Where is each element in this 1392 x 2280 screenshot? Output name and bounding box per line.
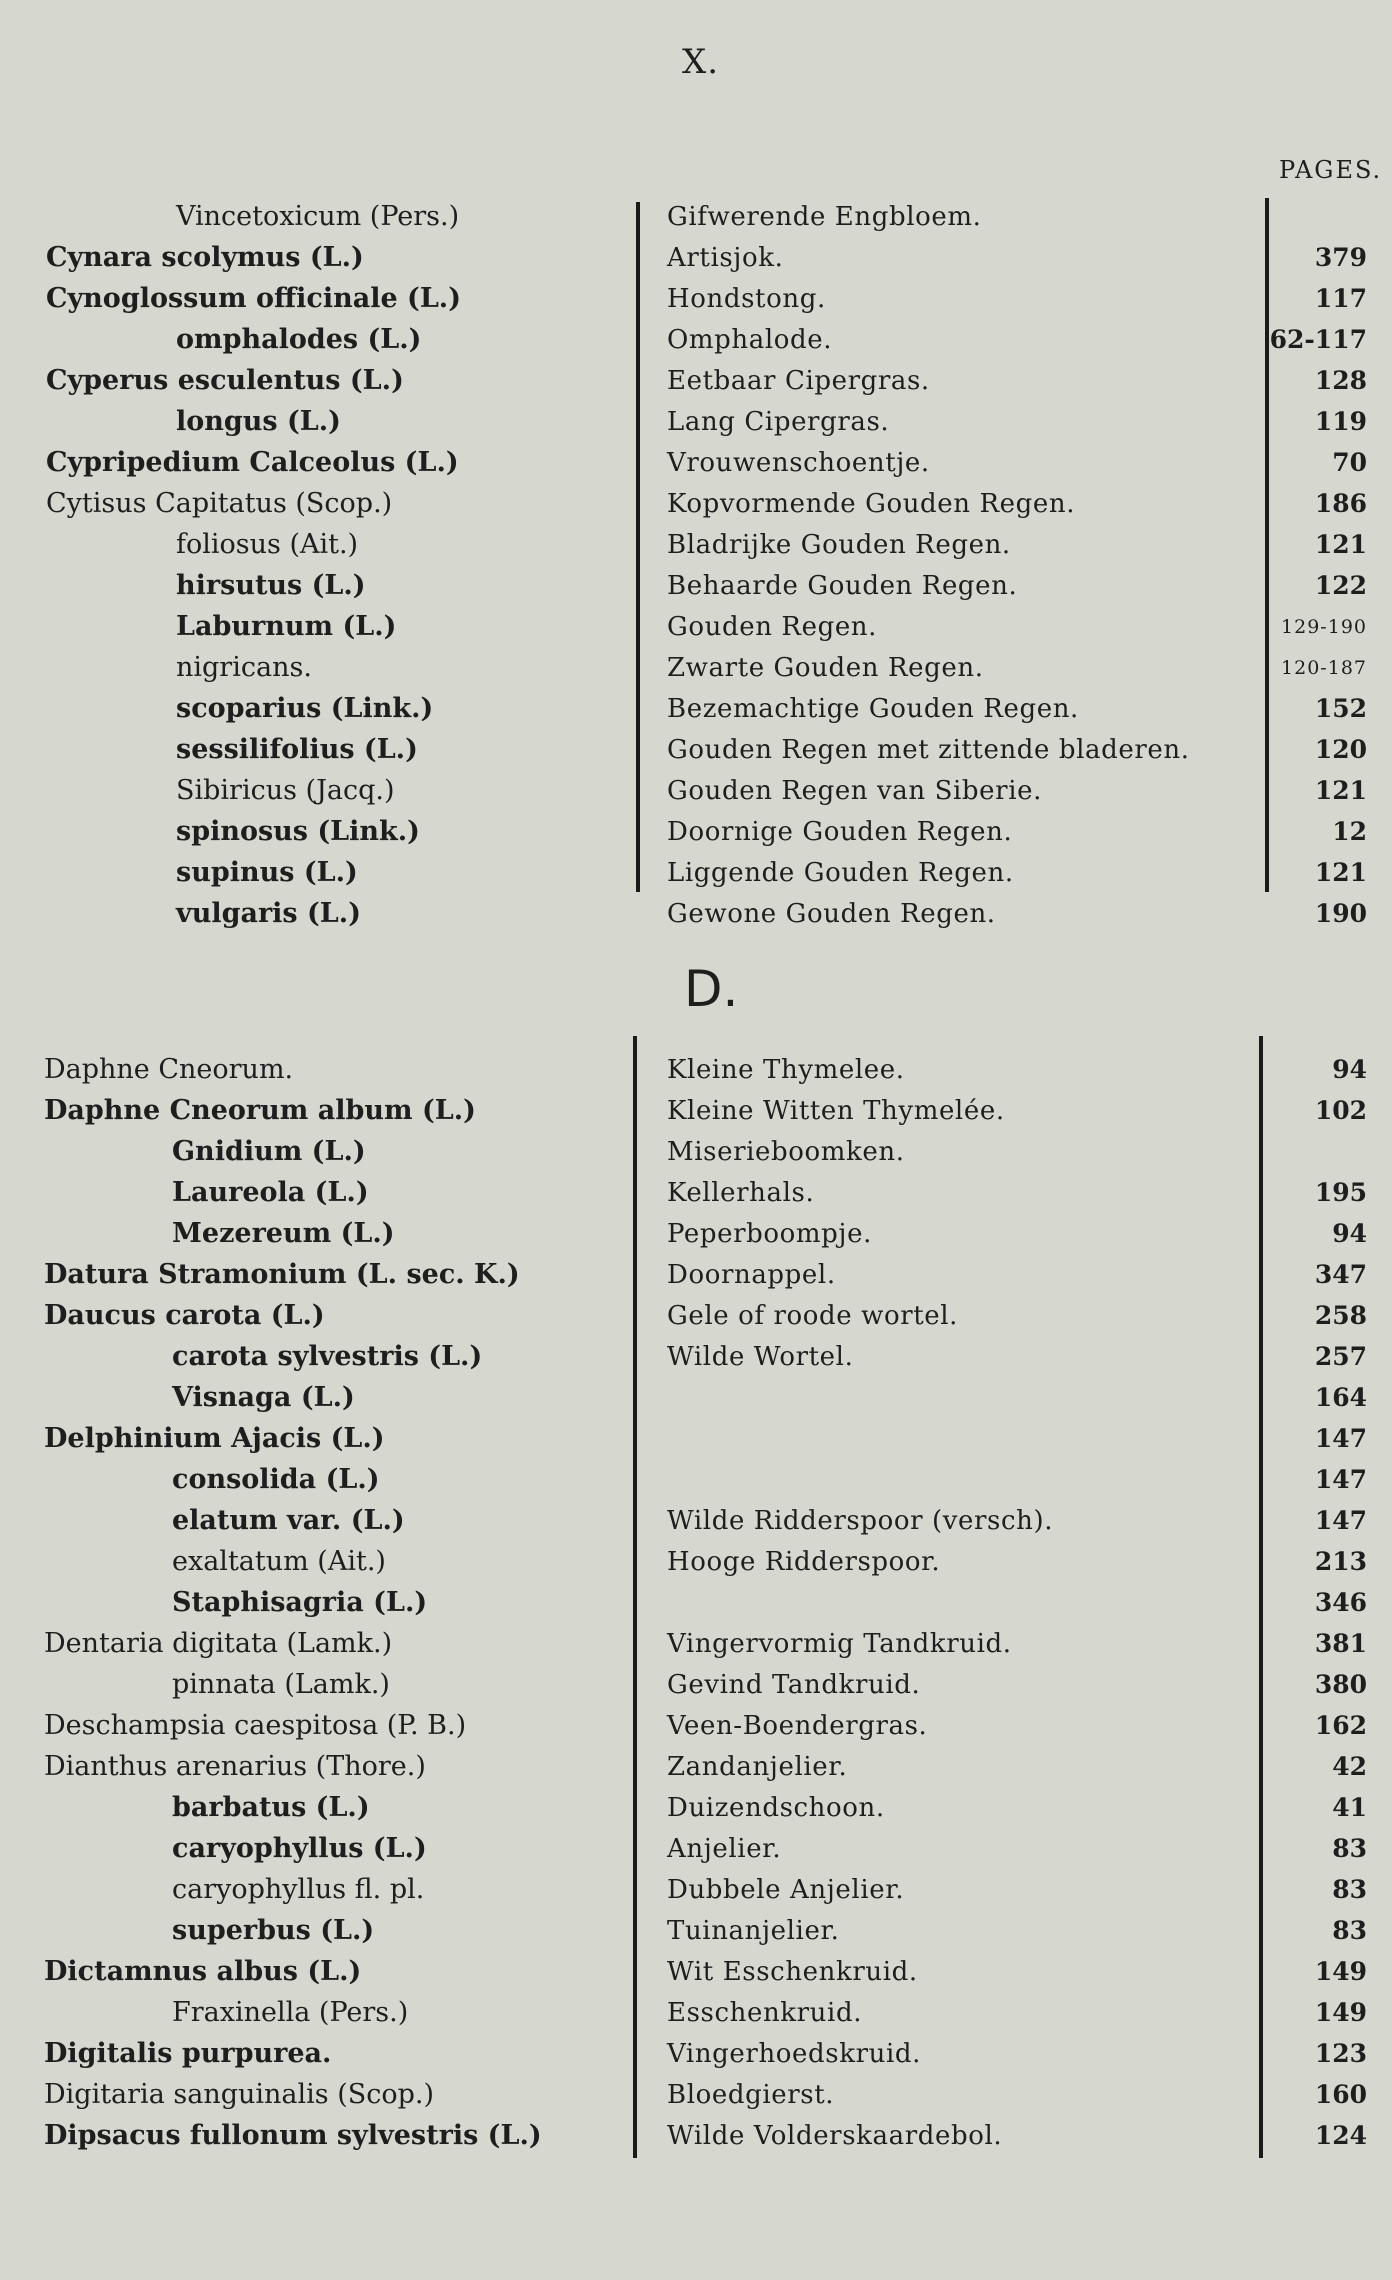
dutch-name: Anjelier. — [667, 1834, 782, 1864]
latin-name: Cypripedium Calceolus (L.) — [46, 447, 459, 478]
index-row — [0, 811, 1392, 851]
latin-name: caryophyllus fl. pl. — [172, 1874, 425, 1905]
page-reference: 62-117 — [1269, 325, 1367, 354]
dutch-name: Kleine Witten Thymelée. — [667, 1096, 1005, 1126]
dutch-name: Dubbele Anjelier. — [667, 1875, 905, 1905]
page-reference: 186 — [1314, 489, 1367, 518]
latin-name: Laburnum (L.) — [176, 611, 397, 642]
dutch-name: Zandanjelier. — [667, 1752, 848, 1782]
page-reference: 128 — [1314, 366, 1367, 395]
latin-name: Cynara scolymus (L.) — [46, 242, 364, 273]
latin-name: longus (L.) — [176, 406, 341, 437]
index-row — [0, 770, 1392, 810]
index-row — [0, 1049, 1392, 1089]
latin-name: Deschampsia caespitosa (P. B.) — [44, 1710, 467, 1741]
index-row — [0, 2033, 1392, 2073]
index-row — [0, 278, 1392, 318]
latin-name: Dentaria digitata (Lamk.) — [44, 1628, 393, 1659]
index-row — [0, 1705, 1392, 1745]
dutch-name: Behaarde Gouden Regen. — [667, 571, 1018, 601]
page-reference: 147 — [1314, 1424, 1367, 1453]
page-reference: 147 — [1314, 1506, 1367, 1535]
page-reference: 122 — [1314, 571, 1367, 600]
dutch-name: Hooge Ridderspoor. — [667, 1547, 941, 1577]
dutch-name: Eetbaar Cipergras. — [667, 366, 930, 396]
index-row — [0, 565, 1392, 605]
latin-name: Visnaga (L.) — [172, 1382, 355, 1413]
dutch-name: Wit Esschenkruid. — [667, 1957, 918, 1987]
latin-name: superbus (L.) — [172, 1915, 375, 1946]
index-row — [0, 1582, 1392, 1622]
index-row — [0, 1869, 1392, 1909]
page-reference: 190 — [1314, 899, 1367, 928]
index-row — [0, 1172, 1392, 1212]
dutch-name: Wilde Volderskaardebol. — [667, 2121, 1003, 2151]
dutch-name: Doornappel. — [667, 1260, 836, 1290]
dutch-name: Gele of roode wortel. — [667, 1301, 959, 1331]
latin-name: supinus (L.) — [176, 857, 358, 888]
index-row — [0, 1828, 1392, 1868]
index-row — [0, 442, 1392, 482]
page-reference: 160 — [1314, 2080, 1367, 2109]
page-reference: 195 — [1314, 1178, 1367, 1207]
latin-name: nigricans. — [176, 652, 312, 683]
dutch-name: Wilde Ridderspoor (versch). — [667, 1506, 1054, 1536]
dutch-name: Esschenkruid. — [667, 1998, 863, 2028]
page-reference: 258 — [1314, 1301, 1367, 1330]
latin-name: Laureola (L.) — [172, 1177, 369, 1208]
latin-name: sessilifolius (L.) — [176, 734, 418, 765]
index-row — [0, 606, 1392, 646]
dutch-name: Bloedgierst. — [667, 2080, 835, 2110]
index-row — [0, 1377, 1392, 1417]
dutch-name: Doornige Gouden Regen. — [667, 817, 1013, 847]
dutch-name: Omphalode. — [667, 325, 833, 355]
latin-name: barbatus (L.) — [172, 1792, 370, 1823]
latin-name: exaltatum (Ait.) — [172, 1546, 386, 1577]
page-reference: 149 — [1314, 1998, 1367, 2027]
latin-name: pinnata (Lamk.) — [172, 1669, 390, 1700]
dutch-name: Gewone Gouden Regen. — [667, 899, 996, 929]
page-reference: 94 — [1332, 1055, 1367, 1084]
page-reference: 120-187 — [1281, 657, 1367, 679]
dutch-name: Wilde Wortel. — [667, 1342, 854, 1372]
page-reference: 41 — [1332, 1793, 1367, 1822]
index-row — [0, 1541, 1392, 1581]
page-reference: 381 — [1314, 1629, 1367, 1658]
index-row — [0, 196, 1392, 236]
dutch-name: Kopvormende Gouden Regen. — [667, 489, 1076, 519]
dutch-name: Veen-Boendergras. — [667, 1711, 928, 1741]
dutch-name: Artisjok. — [667, 243, 784, 273]
page-reference: 380 — [1314, 1670, 1367, 1699]
latin-name: Cynoglossum officinale (L.) — [46, 283, 461, 314]
latin-name: carota sylvestris (L.) — [172, 1341, 483, 1372]
page-reference: 120 — [1314, 735, 1367, 764]
dutch-name: Lang Cipergras. — [667, 407, 890, 437]
latin-name: hirsutus (L.) — [176, 570, 366, 601]
dutch-name: Duizendschoon. — [667, 1793, 885, 1823]
page-reference: 147 — [1314, 1465, 1367, 1494]
dutch-name: Peperboompje. — [667, 1219, 872, 1249]
page-reference: 102 — [1314, 1096, 1367, 1125]
page-reference: 70 — [1332, 448, 1367, 477]
page-reference: 162 — [1314, 1711, 1367, 1740]
dutch-name: Hondstong. — [667, 284, 826, 314]
dutch-name: Gouden Regen met zittende bladeren. — [667, 735, 1190, 765]
index-row — [0, 401, 1392, 441]
index-row — [0, 483, 1392, 523]
index-row — [0, 1459, 1392, 1499]
latin-name: Daucus carota (L.) — [44, 1300, 325, 1331]
latin-name: caryophyllus (L.) — [172, 1833, 427, 1864]
page-reference: 12 — [1332, 817, 1367, 846]
dutch-name: Kellerhals. — [667, 1178, 815, 1208]
dutch-name: Vingervormig Tandkruid. — [667, 1629, 1012, 1659]
latin-name: Dianthus arenarius (Thore.) — [44, 1751, 426, 1782]
index-row — [0, 1910, 1392, 1950]
latin-name: Digitaria sanguinalis (Scop.) — [44, 2079, 435, 2110]
latin-name: Digitalis purpurea. — [44, 2038, 332, 2069]
index-row — [0, 1500, 1392, 1540]
index-row — [0, 1664, 1392, 1704]
page-reference: 94 — [1332, 1219, 1367, 1248]
latin-name: vulgaris (L.) — [176, 898, 361, 929]
page-reference: 121 — [1314, 530, 1367, 559]
page-reference: 346 — [1314, 1588, 1367, 1617]
index-row — [0, 1623, 1392, 1663]
latin-name: Fraxinella (Pers.) — [172, 1997, 409, 2028]
index-row — [0, 1951, 1392, 1991]
pages-column-header: PAGES. — [1279, 156, 1383, 184]
dutch-name: Miserieboomken. — [667, 1137, 905, 1167]
index-row — [0, 1254, 1392, 1294]
index-row — [0, 237, 1392, 277]
index-row — [0, 1131, 1392, 1171]
page-reference: 149 — [1314, 1957, 1367, 1986]
dutch-name: Bladrijke Gouden Regen. — [667, 530, 1011, 560]
latin-name: Vincetoxicum (Pers.) — [176, 201, 460, 232]
page-reference: 123 — [1314, 2039, 1367, 2068]
index-row — [0, 1213, 1392, 1253]
dutch-name: Gevind Tandkruid. — [667, 1670, 921, 1700]
page-reference: 213 — [1314, 1547, 1367, 1576]
page-reference: 379 — [1314, 243, 1367, 272]
dutch-name: Vingerhoedskruid. — [667, 2039, 921, 2069]
index-row — [0, 893, 1392, 933]
dutch-name: Vrouwenschoentje. — [667, 448, 930, 478]
page-number: X. — [682, 42, 720, 82]
latin-name: spinosus (Link.) — [176, 816, 420, 847]
latin-name: Staphisagria (L.) — [172, 1587, 428, 1618]
index-row — [0, 647, 1392, 687]
latin-name: Daphne Cneorum. — [44, 1054, 294, 1085]
page-reference: 83 — [1332, 1916, 1367, 1945]
page-reference: 347 — [1314, 1260, 1367, 1289]
page-reference: 121 — [1314, 776, 1367, 805]
latin-name: Daphne Cneorum album (L.) — [44, 1095, 476, 1126]
index-row — [0, 1090, 1392, 1130]
latin-name: consolida (L.) — [172, 1464, 380, 1495]
latin-name: Dictamnus albus (L.) — [44, 1956, 362, 1987]
index-row — [0, 1336, 1392, 1376]
dutch-name: Kleine Thymelee. — [667, 1055, 905, 1085]
dutch-name: Liggende Gouden Regen. — [667, 858, 1014, 888]
index-row — [0, 1787, 1392, 1827]
page-reference: 124 — [1314, 2121, 1367, 2150]
index-row — [0, 688, 1392, 728]
index-row — [0, 360, 1392, 400]
dutch-name: Gouden Regen van Siberie. — [667, 776, 1042, 806]
index-row — [0, 2074, 1392, 2114]
dutch-name: Tuinanjelier. — [667, 1916, 840, 1946]
page-reference: 42 — [1332, 1752, 1367, 1781]
latin-name: Delphinium Ajacis (L.) — [44, 1423, 385, 1454]
index-row — [0, 1295, 1392, 1335]
index-row — [0, 1992, 1392, 2032]
index-row — [0, 1746, 1392, 1786]
latin-name: foliosus (Ait.) — [176, 529, 359, 560]
latin-name: scoparius (Link.) — [176, 693, 434, 724]
section-letter-d: D. — [684, 960, 739, 1018]
latin-name: Dipsacus fullonum sylvestris (L.) — [44, 2120, 542, 2151]
index-row — [0, 1418, 1392, 1458]
page-reference: 129-190 — [1281, 616, 1367, 638]
page-reference: 117 — [1314, 284, 1367, 313]
dutch-name: Bezemachtige Gouden Regen. — [667, 694, 1079, 724]
page-reference: 257 — [1314, 1342, 1367, 1371]
page-reference: 121 — [1314, 858, 1367, 887]
latin-name: Mezereum (L.) — [172, 1218, 395, 1249]
index-row — [0, 319, 1392, 359]
index-row — [0, 852, 1392, 892]
dutch-name: Zwarte Gouden Regen. — [667, 653, 984, 683]
page-reference: 119 — [1314, 407, 1367, 436]
dutch-name: Gouden Regen. — [667, 612, 878, 642]
latin-name: elatum var. (L.) — [172, 1505, 405, 1536]
latin-name: Cytisus Capitatus (Scop.) — [46, 488, 393, 519]
latin-name: Datura Stramonium (L. sec. K.) — [44, 1259, 520, 1290]
latin-name: Gnidium (L.) — [172, 1136, 366, 1167]
page-reference: 83 — [1332, 1834, 1367, 1863]
page-reference: 152 — [1314, 694, 1367, 723]
index-row — [0, 524, 1392, 564]
dutch-name: Gifwerende Engbloem. — [667, 202, 982, 232]
latin-name: Cyperus esculentus (L.) — [46, 365, 404, 396]
page-reference: 164 — [1314, 1383, 1367, 1412]
latin-name: Sibiricus (Jacq.) — [176, 775, 395, 806]
index-row — [0, 2115, 1392, 2155]
page-reference: 83 — [1332, 1875, 1367, 1904]
index-row — [0, 729, 1392, 769]
latin-name: omphalodes (L.) — [176, 324, 422, 355]
